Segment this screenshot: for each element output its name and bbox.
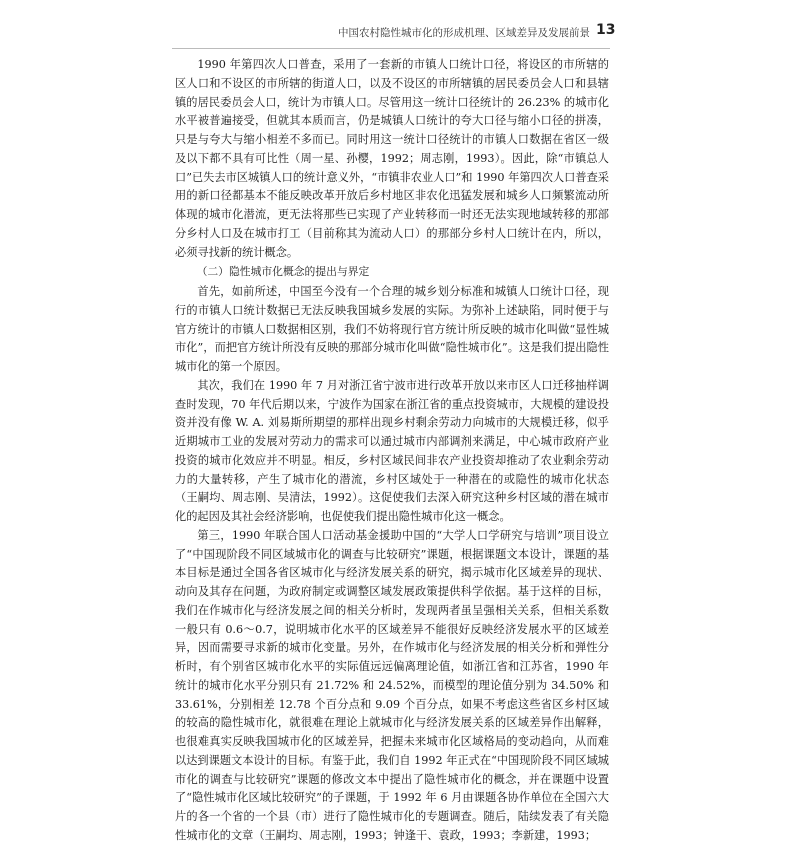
header-rule — [172, 48, 610, 49]
paragraph-3: 其次，我们在 1990 年 7 月对浙江省宁波市进行改革开放以来市区人口迁移抽样调查时发现，70 年代后期以来，宁波作为国家在浙江省的重点投资城市，大规模的建设投资并没有像 W. A. 刘易斯所期望的那样出现乡村剩余劳动力向城市的大规模迁移，似乎近期城市工业的发展对劳动力的需求可以通过城市内部调剂来满足，中心城市政府产业投资的城市化效应并不明显。相反，乡村区域民间非农产业投资却推动了农业剩余劳动力的大量转移，产生了城市化的潜流，乡村区域处于一种潜在的或隐性的城市化状态（王嗣均、周志刚、吴清法，1992）。这促使我们去深入研究这种乡村区域的潜在城市化的起因及其社会经济影响，也促使我们提出隐性城市化这一概念。 — [175, 378, 609, 523]
paragraph-2: 首先，如前所述，中国至今没有一个合理的城乡划分标准和城镇人口统计口径，现行的市镇人口统计数据已无法反映我国城乡发展的实际。为弥补上述缺陷，同时便于与官方统计的市镇人口数据相区别，我们不妨将现行官方统计所反映的城市化叫做“显性城市化”，而把官方统计所没有反映的那部分城市化叫做“隐性城市化”。这是我们提出隐性城市化的第一个原因。 — [175, 285, 609, 373]
page-header — [0, 22, 800, 44]
paragraph-4: 第三，1990 年联合国人口活动基金援助中国的“大学人口学研究与培训”项目设立了“中国现阶段不同区域城市化的调查与比较研究”课题，根据课题文本设计，课题的基本目标是通过全国各省区城市化与经济发展关系的研究，揭示城市化区域差异的现状、动向及其存在问题，为政府制定或调整区域发展政策提供科学依据。基于这样的目标，我们在作城市化与经济发展之间的相关分析时，发现两者虽呈强相关关系，但相关系数一般只有 0.6～0.7，说明城市化水平的区域差异不能很好反映经济发展水平的区域差异，因而需要寻求新的城市化变量。另外，在作城市化与经济发展的相关分析和弹性分析时，有个别省区城市化水平的实际值远远偏离理论值，如浙江省和江苏省，1990 年统计的城市化水平分别只有 21.72% 和 24.52%，而模型的理论值分别为 34.50% 和 33.61%，分别相差 12.78 个百分点和 9.09 个百分点，如果不考虑这些省区乡村区域的较高的隐性城市化，就很难在理论上就城市化与经济发展关系的区域差异作出解释，也很难真实反映我国城市化的区域差异，把握未来城市化区域格局的变动趋向，从而难以达到课题文本设计的目标。有鉴于此，我们自 1992 年正式在“中国现阶段不同区域城市化的调查与比较研究”课题的修改文本中提出了隐性城市化的概念，并在课题中设置了“隐性城市化区域比较研究”的子课题，于 1992 年 6 月由课题各协作单位在全国六大片的各一个省的一个县（市）进行了隐性城市化的专题调查。随后，陆续发表了有关隐性城市化的文章（王嗣均、周志刚，1993；钟逢干、袁政，1993；李新建，1993； — [175, 528, 609, 842]
page-number: 13 — [596, 22, 616, 38]
paragraph-1: 1990 年第四次人口普查，采用了一套新的市镇人口统计口径，将设区的市所辖的区人口和不设区的市所辖的街道人口，以及不设区的市所辖镇的居民委员会人口和县辖镇的居民委员会人口，统计为市镇人口。尽管用这一统计口径统计的 26.23% 的城市化水平被普遍接受，但就其本质而言，仍是城镇人口统计的夸大口径与缩小口径的拼凑，只是与夸大与缩小相差不多而已。同时用这一统计口径统计的市镇人口数据在省区一级及以下都不具有可比性（周一星、孙樱，1992；周志刚，1993）。因此，除“市镇总人口”已失去市区城镇人口的统计意义外，“市镇非农业人口”和 1990 年第四次人口普查采用的新口径都基本不能反映改革开放后乡村地区非农化迅猛发展和城乡人口频繁流动所体现的城市化潜流，更无法将那些已实现了产业转移而一时还无法实现地域转移的那部分乡村人口及在城市打工（目前称其为流动人口）的那部分乡村人口统计在内，所以，必须寻找新的统计概念。 — [175, 58, 609, 259]
section-heading: （二）隐性城市化概念的提出与界定 — [196, 265, 370, 279]
body-text — [175, 56, 609, 846]
running-title: 中国农村隐性城市化的形成机理、区域差异及发展前景 — [338, 27, 590, 39]
